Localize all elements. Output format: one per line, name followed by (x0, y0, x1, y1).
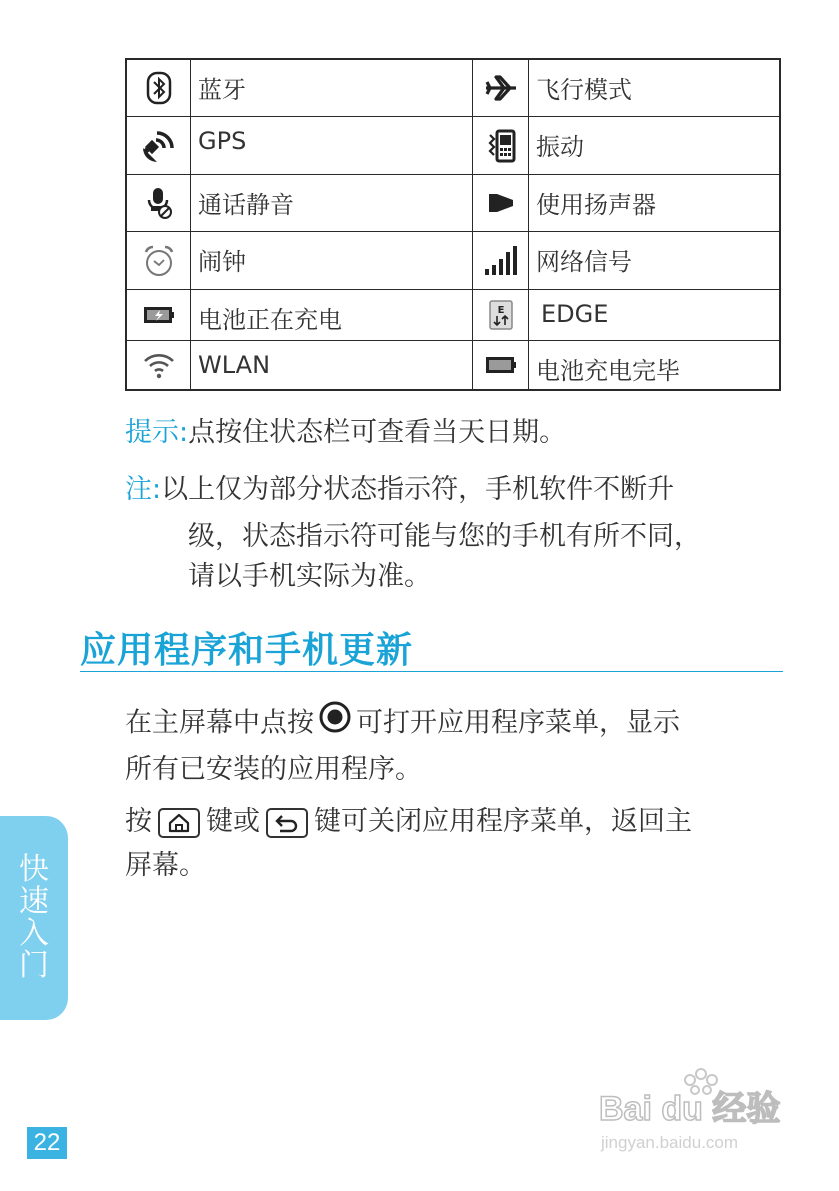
battery-charging-icon (127, 290, 191, 341)
vibrate-icon (473, 117, 529, 175)
tip-body: 点按住状态栏可查看当天日期。 (188, 417, 567, 448)
label-battery-charging: 电池正在充电 (191, 290, 473, 341)
label-wlan: WLAN (191, 341, 473, 389)
back-key-icon (266, 808, 308, 838)
alarm-icon (127, 232, 191, 290)
label-vibrate: 振动 (529, 117, 779, 175)
gps-icon (127, 117, 191, 175)
watermark-url: jingyan.baidu.com (601, 1133, 739, 1152)
tip-label: 提示: (125, 417, 189, 448)
signal-icon (473, 232, 529, 290)
label-airplane: 飞行模式 (529, 60, 779, 117)
para2-line2: 屏幕。 (125, 850, 206, 881)
wlan-icon (127, 341, 191, 389)
status-icon-table (125, 58, 781, 391)
side-tab-char: 快 (19, 852, 49, 887)
para1-before: 在主屏幕中点按 (125, 707, 314, 739)
battery-full-icon (473, 341, 529, 389)
paragraph-app-menu (125, 700, 785, 792)
para2-p2: 键或 (206, 806, 260, 837)
label-mic-mute: 通话静音 (191, 175, 473, 232)
side-tab-char: 速 (19, 884, 49, 919)
label-signal: 网络信号 (529, 232, 779, 290)
speaker-icon (473, 175, 529, 232)
label-gps: GPS (191, 117, 473, 175)
note-label: 注: (125, 474, 162, 505)
note-text (125, 466, 674, 513)
app-menu-button-icon (318, 700, 352, 748)
section-title: 应用程序和手机更新 (80, 630, 414, 671)
page-number: 22 (27, 1127, 67, 1159)
tip-text (125, 412, 566, 454)
mic-mute-icon (127, 175, 191, 232)
watermark-logo-text: Bai du 经验 (599, 1090, 781, 1128)
label-speaker: 使用扬声器 (529, 175, 779, 232)
airplane-icon (473, 60, 529, 117)
note-line-2: 级，状态指示符可能与您的手机有所不同， (188, 521, 701, 552)
label-bluetooth: 蓝牙 (191, 60, 473, 117)
para1-line2: 所有已安装的应用程序。 (125, 754, 422, 785)
paragraph-close-menu (125, 800, 785, 888)
label-battery-full: 电池充电完毕 (536, 357, 680, 385)
note-line-3: 请以手机实际为准。 (188, 561, 431, 592)
note-line-1: 以上仅为部分状态指示符，手机软件不断升 (161, 474, 675, 505)
edge-icon (473, 290, 529, 341)
svg-text:E: E (497, 305, 504, 316)
section-divider (80, 671, 783, 672)
para2-p3: 键可关闭应用程序菜单，返回主 (314, 806, 692, 837)
side-tab-char: 入 (19, 916, 49, 951)
para2-p1: 按 (125, 806, 152, 837)
side-tab-char: 门 (19, 948, 49, 983)
label-edge: EDGE (529, 290, 779, 341)
para1-after: 可打开应用程序菜单，显示 (356, 707, 680, 739)
baidu-watermark-logo (595, 1062, 795, 1162)
bluetooth-icon (127, 60, 191, 117)
label-alarm: 闹钟 (191, 232, 473, 290)
home-key-icon (158, 808, 200, 838)
chapter-side-tab (0, 816, 68, 1020)
